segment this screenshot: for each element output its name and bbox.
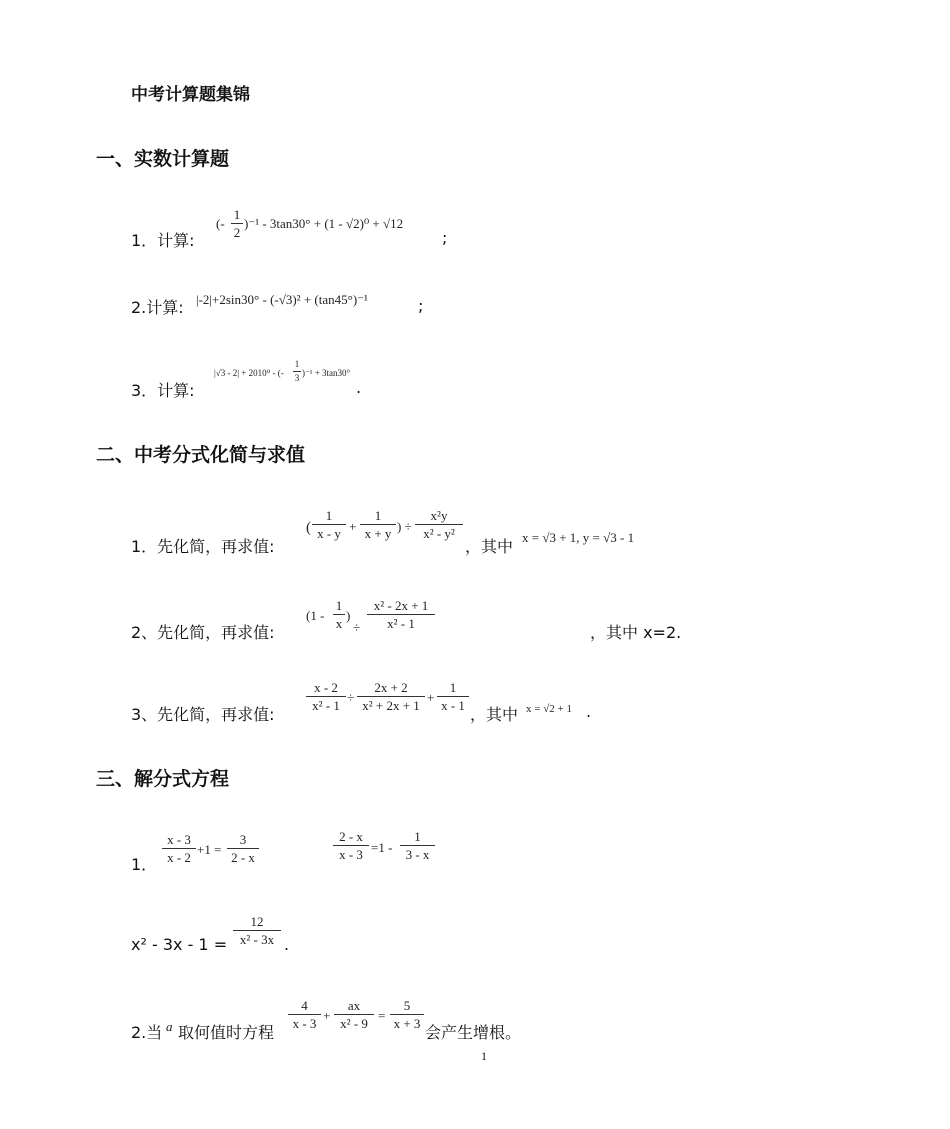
section-heading-1: 一、实数计算题 (96, 148, 230, 170)
page-title: 中考计算题集锦 (131, 85, 250, 105)
punctuation: . (356, 378, 362, 397)
math-fraction: 4 x - 3 (288, 998, 321, 1031)
math-paren: ) (346, 608, 351, 623)
problem-text: 会产生增根。 (425, 1023, 522, 1042)
punctuation: . (284, 935, 290, 954)
math-paren: ( (306, 520, 311, 536)
section-heading-3: 三、解分式方程 (96, 768, 230, 790)
math-fraction: 1 x (333, 598, 345, 631)
problem-label: 2.计算: (131, 298, 184, 317)
problem-label: 2、先化简，再求值: (131, 623, 275, 642)
math-fraction: 1 x + y (360, 508, 396, 541)
math-expression: )⁻¹ - 3tan30° + (1 - √2)⁰ + √12 (244, 216, 404, 231)
math-fraction: 1 2 (231, 207, 243, 240)
problem-label: 3．计算: (131, 381, 195, 400)
problem-label: 2.当 (131, 1023, 163, 1042)
math-operator: + (349, 519, 357, 534)
math-fraction: 2x + 2 x² + 2x + 1 (357, 680, 425, 713)
math-expression: |-2|+2sin30° - (-√3)² + (tan45°)⁻¹ (196, 292, 368, 307)
math-expression: |√3 - 2| + 2010⁰ - (- (214, 368, 284, 378)
equation-lhs: x² - 3x - 1 = (131, 935, 228, 954)
math-expression: (1 - (306, 608, 325, 623)
section-heading-2: 二、中考分式化简与求值 (96, 444, 306, 466)
math-fraction: 12 x² - 3x (233, 914, 281, 947)
math-expression: =1 - (371, 840, 393, 855)
math-fraction: 1 3 (294, 359, 300, 383)
math-fraction: x - 3 x - 2 (162, 832, 196, 865)
problem-label: 1．先化简，再求值: (131, 537, 275, 556)
problem-label: 3、先化简，再求值: (131, 705, 275, 724)
math-fraction: x²y x² - y² (415, 508, 463, 541)
problem-label: 1． (131, 855, 158, 874)
problem-text: 取何值时方程 (178, 1023, 275, 1042)
math-fraction: ax x² - 9 (334, 998, 374, 1031)
math-condition: x = √3 + 1, y = √3 - 1 (522, 530, 635, 545)
math-expression: +1 = (197, 842, 222, 857)
punctuation: ; (418, 296, 424, 315)
math-operator: ÷ (353, 620, 361, 635)
punctuation: . (586, 702, 592, 721)
page-number: 1 (481, 1049, 487, 1063)
math-fraction: 3 2 - x (227, 832, 259, 865)
math-variable: a (166, 1019, 173, 1034)
math-expression: )⁻¹ + 3tan30° (302, 368, 351, 378)
math-fraction: x - 2 x² - 1 (306, 680, 346, 713)
math-fraction: 5 x + 3 (390, 998, 424, 1031)
math-expression: (- (216, 216, 225, 231)
math-fraction: 2 - x x - 3 (333, 829, 369, 862)
math-operator: + (323, 1008, 331, 1023)
math-fraction: 1 3 - x (400, 829, 435, 862)
math-fraction: 1 x - y (312, 508, 346, 541)
condition-label: ，其中 (470, 705, 519, 724)
punctuation: ; (442, 228, 448, 247)
math-fraction: x² - 2x + 1 x² - 1 (367, 598, 435, 631)
math-operator: ÷ (347, 690, 355, 705)
math-condition: x = √2 + 1 (526, 703, 572, 715)
problem-label: 1．计算: (131, 231, 195, 250)
math-operator: ) ÷ (397, 519, 412, 534)
math-operator: + (427, 690, 435, 705)
condition-label: ，其中 (465, 537, 514, 556)
math-fraction: 1 x - 1 (437, 680, 469, 713)
condition-text: ，其中 x=2. (590, 623, 682, 642)
math-operator: = (378, 1008, 386, 1023)
